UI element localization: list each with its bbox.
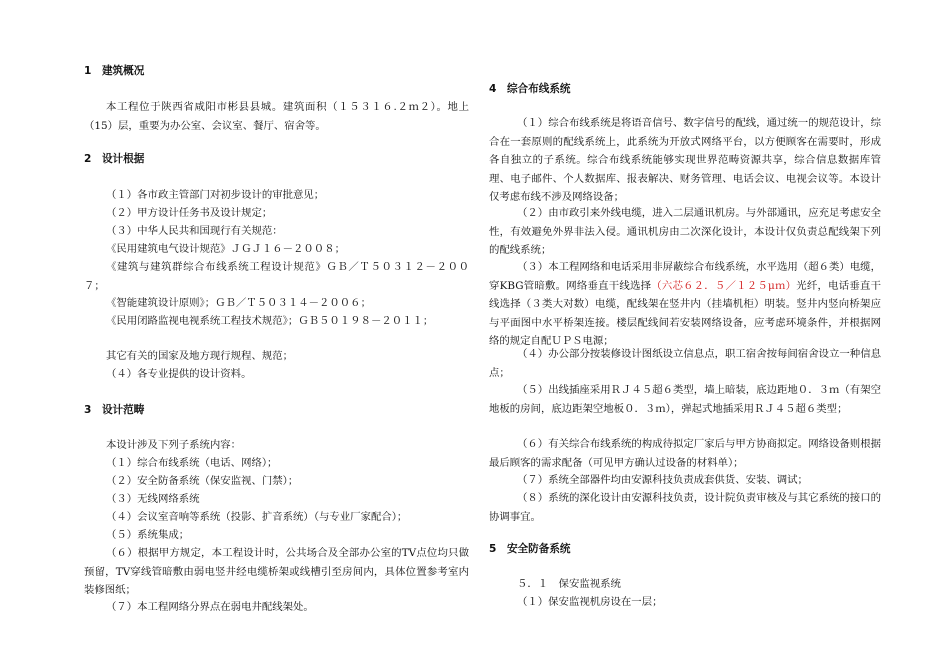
fiber-spec-highlight: （六芯６２．５／１２５μｍ） <box>651 279 797 292</box>
s4-paragraph: （８）系统的深化设计由安源科技负责，设计院负责审核及与其它系统的接口的协调事宜。 <box>489 492 881 523</box>
s3-item: （５）系统集成； <box>106 529 190 541</box>
s3-item: （３）无线网络系统 <box>106 493 200 505</box>
s5-subsection-title: ５．１ 保安监视系统 <box>517 578 621 590</box>
section-5-title: 5 安全防备系统 <box>489 543 571 555</box>
s2-item: （１）各市政主管部门对初步设计的审批意见； <box>106 189 325 201</box>
section-1-text: 本工程位于陕西省咸阳市彬县县城。建筑面积（１５３１６.２ｍ２）。地上（15）层，重要为办公室、会议室、餐厅、宿舍等。 <box>84 101 469 132</box>
section-2-title: 2 设计根据 <box>84 153 145 165</box>
s2-item: 《民用闭路监视电视系统工程技术规范》；ＧＢ５０１９８－２０１１； <box>106 315 434 327</box>
s2-item: 《民用建筑电气设计规范》ＪＧＪ１６－２００８； <box>106 243 345 255</box>
s3-item: （２）安全防备系统（保安监视、门禁）； <box>106 475 299 487</box>
s3-item: （１）综合布线系统（电话、网络）； <box>106 457 278 469</box>
section-4-title: 4 综合布线系统 <box>489 83 571 95</box>
s3-item: （６）根据甲方规定，本工程设计时，公共场合及全部办公室的TV点位均只做预留，TV穿线管暗敷由弱电竖井经电缆桥架或线槽引至房间内，具体位置参考室内装修图纸； <box>84 547 469 596</box>
section-1-title: 1 建筑概况 <box>84 65 145 77</box>
s2-item: （４）各专业提供的设计资料。 <box>106 368 252 380</box>
s3-item: （７）本工程网络分界点在弱电井配线架处。 <box>106 601 314 613</box>
s4-paragraph <box>489 258 881 351</box>
section-3-title: 3 设计范畴 <box>84 404 145 416</box>
s2-item: 其它有关的国家及地方现行规程、规范； <box>106 350 294 362</box>
s2-item: （３）中华人民共和国现行有关规范： <box>106 225 283 237</box>
s4-paragraph: （４）办公部分按装修设计图纸设立信息点，职工宿舍按每间宿舍设立一种信息点； <box>489 348 881 379</box>
s2-item: （２）甲方设计任务书及设计规定； <box>106 207 273 219</box>
s2-item: 《建筑与建筑群综合布线系统工程设计规范》ＧＢ／Ｔ５０３１２－２００７； <box>84 261 469 292</box>
s4-p3-text-b: 光纤，电话垂直干线选择（３类大对数）电缆，配线架在竖井内（挂墙机柜）明装。竖井内竖向桥架应与平面图中水平桥架连接。楼层配线间若安装网络设备，应考虑环境条件，并根据网络的规定自配ＵＰＳ电源； <box>489 279 882 347</box>
s2-item: 《智能建筑设计原则》；ＧＢ／Ｔ５０３１４－２００６； <box>106 297 371 309</box>
s4-paragraph: （５）出线插座采用ＲＪ４５超６类型，墙上暗装，底边距地０．３ｍ（有架空地板的房间，底边距架空地板０．３ｍ），弹起式地插采用ＲＪ４５超６类型； <box>489 384 881 415</box>
s3-item: 本设计涉及下列子系统内容： <box>106 439 242 451</box>
s4-paragraph: （２）由市政引来外线电缆，进入二层通讯机房。与外部通讯，应充足考虑安全性，有效避免外界非法入侵。通讯机房由二次深化设计，本设计仅负责总配线架下列的配线系统； <box>489 207 881 256</box>
s4-paragraph: （１）综合布线系统是将语音信号、数字信号的配线，通过统一的规范设计，综合在一套原则的配线系统上，此系统为开放式网络平台，以方便顾客在需要时，形成各自独立的子系统。综合布线系统能够实现世界范畴资源共享，综合信息数据库管理、电子邮件、个人数据库、报表解决、财务管理、电话会议、电视会议等。本设计仅考虑布线不涉及网络设备； <box>489 117 881 203</box>
s5-paragraph: （１）保安监视机房设在一层； <box>517 596 663 608</box>
s4-paragraph: （６）有关综合布线系统的构成待拟定厂家后与甲方协商拟定。网络设备则根据最后顾客的需求配备（可见甲方确认过设备的材料单）； <box>489 438 881 469</box>
s4-paragraph: （７）系统全部器件均由安源科技负责成套供货、安装、调试； <box>517 474 808 486</box>
s3-item: （４）会议室音响等系统（投影、扩音系统）（与专业厂家配合）； <box>106 511 408 523</box>
s4-p3-text-a: （３）本工程网络和电话采用非屏蔽综合布线系统，水平选用（超６类）电缆，穿KBG管暗敷。网络垂直干线选择 <box>489 261 881 292</box>
